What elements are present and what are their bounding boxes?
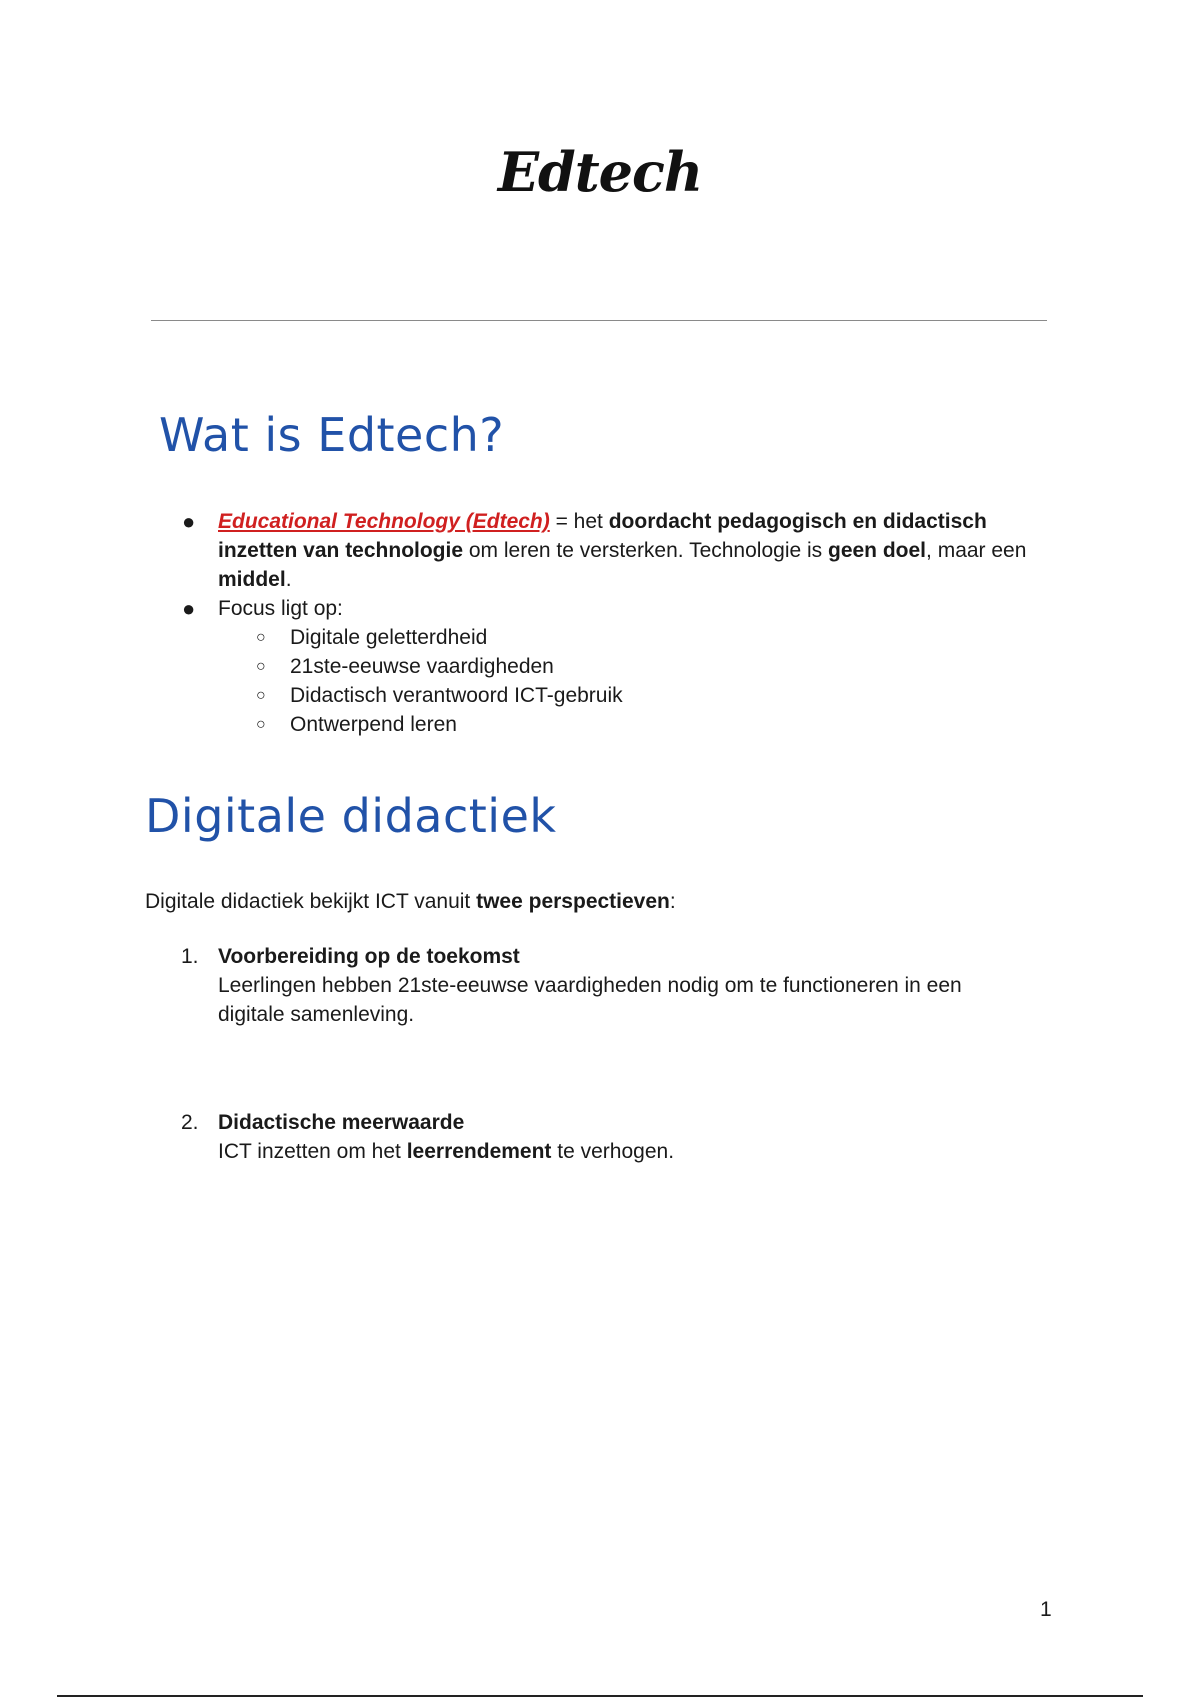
numbered-item-1 [0,942,1200,1029]
circle-bullet-icon: ○ [256,687,266,704]
bullet-item-definition [0,507,1033,594]
definition-text: , maar een [926,539,1027,562]
definition-bold: geen doel [828,539,927,562]
sub-list-item [0,710,1200,739]
sub-list-text: Digitale geletterdheid [290,626,488,649]
item-body: ICT inzetten om het [218,1140,407,1163]
list-number: 2. [181,1111,199,1134]
item-title: Voorbereiding op de toekomst [218,945,520,968]
intro-end: : [669,890,676,913]
definition-text: om leren te versterken. Technologie is [463,539,828,562]
item-body-bold: leerrendement [406,1140,552,1163]
intro-text: Digitale didactiek bekijkt ICT vanuit [145,890,477,913]
edtech-term-link[interactable]: Educational Technology (Edtech) [218,510,550,533]
title-divider [151,320,1047,321]
sub-list-text: Ontwerpend leren [290,713,457,736]
document-title: Edtech [497,140,703,204]
heading-digitale-didactiek: Digitale didactiek [145,789,557,843]
circle-bullet-icon: ○ [256,629,266,646]
sub-list-item [0,681,1200,710]
definition-bold: middel [218,568,286,591]
sub-list-item [0,623,1200,652]
sub-list-text: 21ste-eeuwse vaardigheden [290,655,554,678]
item-body: te verhogen. [551,1140,675,1163]
item-body: Leerlingen hebben 21ste-eeuwse vaardigheden nodig om te functioneren in een digitale samenleving. [218,974,962,1026]
edtech-bullet-list [0,507,1200,739]
bullet-icon: ● [182,509,196,534]
page-bottom-divider [57,1695,1143,1697]
bullet-icon: ● [182,596,196,621]
sub-list-text: Didactisch verantwoord ICT-gebruik [290,684,623,707]
definition-text: = het [549,510,609,533]
intro-bold: twee perspectieven [476,890,670,913]
page-number: 1 [1040,1598,1052,1621]
focus-label: Focus ligt op: [218,597,343,620]
circle-bullet-icon: ○ [256,658,266,675]
item-title: Didactische meerwaarde [218,1111,465,1134]
list-number: 1. [181,945,199,968]
definition-text: . [285,568,292,591]
circle-bullet-icon: ○ [256,716,266,733]
numbered-item-2 [0,1108,1200,1166]
heading-wat-is-edtech: Wat is Edtech? [159,408,505,462]
intro-paragraph [145,887,676,916]
definition-bold: doordacht pedagogisch en didactisch inzetten van technologie [218,510,987,562]
bullet-item-focus [0,594,1033,623]
sub-list-item [0,652,1200,681]
